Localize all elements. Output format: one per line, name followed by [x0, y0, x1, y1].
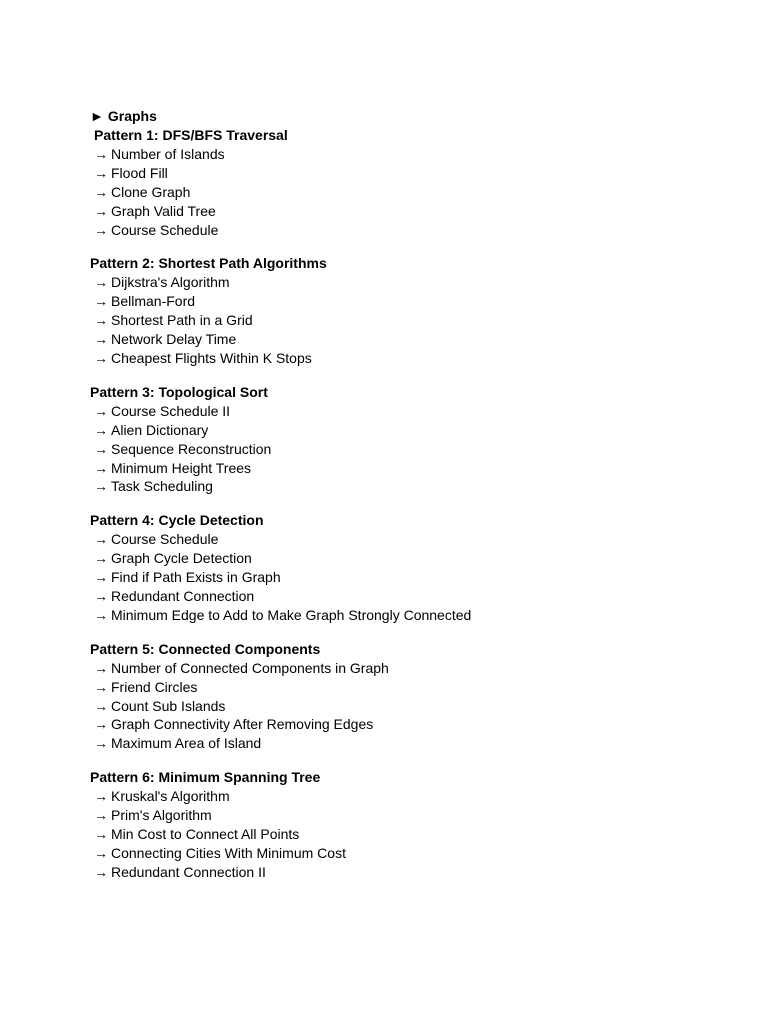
list-item-label: Graph Connectivity After Removing Edges	[111, 716, 374, 733]
list-item-label: Flood Fill	[111, 164, 168, 181]
list-item-label: Redundant Connection	[111, 588, 255, 605]
list-item	[90, 659, 730, 678]
list-item	[90, 844, 730, 863]
list-item-label: Connecting Cities With Minimum Cost	[111, 844, 346, 861]
list-item-label: Task Scheduling	[111, 478, 213, 495]
list-item	[90, 678, 730, 697]
pattern-block	[90, 640, 730, 753]
pattern-title: Pattern 3: Topological Sort	[90, 383, 268, 400]
arrow-right-icon: →	[94, 146, 108, 162]
list-item-label: Find if Path Exists in Graph	[111, 569, 281, 586]
arrow-right-icon: →	[94, 606, 108, 623]
pattern-block	[90, 254, 730, 367]
arrow-right-icon: →	[94, 697, 108, 714]
list-item	[90, 863, 730, 882]
list-item-label: Course Schedule II	[111, 402, 231, 419]
arrow-right-icon: →	[94, 459, 108, 476]
pattern-title: Pattern 6: Minimum Spanning Tree	[90, 769, 321, 786]
list-item	[90, 825, 730, 844]
pattern-block	[90, 768, 730, 881]
list-item	[90, 606, 730, 625]
arrow-right-icon: →	[94, 716, 108, 733]
list-item-label: Graph Cycle Detection	[111, 550, 252, 567]
arrow-right-icon: →	[94, 588, 108, 605]
list-item-label: Minimum Edge to Add to Make Graph Strongly Connected	[111, 606, 472, 623]
list-item	[90, 787, 730, 806]
pattern-block	[90, 383, 730, 496]
arrow-right-icon: →	[94, 826, 108, 843]
pattern-title: Pattern 4: Cycle Detection	[90, 512, 264, 529]
list-item-label: Sequence Reconstruction	[111, 440, 272, 457]
list-item	[90, 697, 730, 716]
list-item	[90, 549, 730, 568]
list-item-label: Maximum Area of Island	[111, 735, 262, 752]
arrow-right-icon: →	[94, 678, 108, 695]
list-item-label: Kruskal's Algorithm	[111, 788, 230, 805]
arrow-right-icon: →	[94, 569, 108, 586]
arrow-right-icon: →	[94, 164, 108, 181]
list-item	[90, 202, 730, 221]
pattern-title: Pattern 2: Shortest Path Algorithms	[90, 255, 327, 272]
list-item	[90, 273, 730, 292]
list-item-label: Shortest Path in a Grid	[111, 312, 253, 329]
arrow-right-icon: →	[94, 550, 108, 567]
arrow-right-icon: →	[94, 863, 108, 880]
list-item-label: Number of Connected Components in Graph	[111, 659, 389, 676]
list-item-label: Course Schedule	[111, 221, 219, 238]
list-item	[90, 402, 730, 421]
list-item	[90, 806, 730, 825]
list-item-label: Bellman-Ford	[111, 293, 196, 310]
list-item	[90, 183, 730, 202]
list-item	[90, 587, 730, 606]
arrow-right-icon: →	[94, 293, 108, 310]
list-item	[90, 292, 730, 311]
list-item	[90, 440, 730, 459]
list-item	[90, 221, 730, 240]
list-item-label: Count Sub Islands	[111, 697, 226, 714]
section-heading	[90, 107, 730, 126]
list-item	[90, 477, 730, 496]
list-item-label: Number of Islands	[111, 146, 225, 162]
list-item	[90, 530, 730, 549]
arrow-right-icon: →	[94, 402, 108, 419]
arrow-right-icon: →	[94, 478, 108, 495]
arrow-right-icon: →	[94, 331, 108, 348]
pattern-block	[90, 126, 730, 239]
pattern-title: Pattern 5: Connected Components	[90, 640, 321, 657]
arrow-right-icon: →	[94, 788, 108, 805]
list-item	[90, 349, 730, 368]
arrow-right-icon: →	[94, 202, 108, 219]
list-item-label: Minimum Height Trees	[111, 459, 252, 476]
list-item	[90, 568, 730, 587]
list-item-label: Course Schedule	[111, 531, 219, 548]
arrow-right-icon: →	[94, 421, 108, 438]
section-title: Graphs	[107, 108, 157, 124]
arrow-right-icon: →	[94, 735, 108, 752]
arrow-right-icon: →	[94, 440, 108, 457]
list-item	[90, 734, 730, 753]
list-item-label: Dijkstra's Algorithm	[111, 274, 230, 291]
pattern-title: Pattern 1: DFS/BFS Traversal	[94, 127, 288, 143]
list-item	[90, 164, 730, 183]
list-item-label: Prim's Algorithm	[111, 807, 212, 824]
arrow-right-icon: →	[94, 844, 108, 861]
list-item	[90, 311, 730, 330]
list-item-label: Network Delay Time	[111, 331, 237, 348]
list-item-label: Friend Circles	[111, 678, 198, 695]
list-item	[90, 715, 730, 734]
list-item-label: Cheapest Flights Within K Stops	[111, 350, 312, 367]
arrow-right-icon: →	[94, 659, 108, 676]
arrow-right-icon: →	[94, 183, 108, 200]
arrow-right-icon: →	[94, 221, 108, 238]
arrow-right-icon: →	[94, 807, 108, 824]
list-item	[90, 459, 730, 478]
document-page	[90, 107, 730, 882]
arrow-right-icon: →	[94, 312, 108, 329]
list-item-label: Clone Graph	[111, 183, 191, 200]
list-item	[90, 145, 730, 164]
list-item	[90, 421, 730, 440]
list-item-label: Redundant Connection II	[111, 863, 266, 880]
pattern-block	[90, 511, 730, 624]
arrow-right-icon: →	[94, 274, 108, 291]
list-item-label: Min Cost to Connect All Points	[111, 826, 300, 843]
triangle-right-icon: ►	[90, 108, 104, 124]
list-item	[90, 330, 730, 349]
arrow-right-icon: →	[94, 531, 108, 548]
arrow-right-icon: →	[94, 350, 108, 367]
list-item-label: Alien Dictionary	[111, 421, 209, 438]
list-item-label: Graph Valid Tree	[111, 202, 216, 219]
